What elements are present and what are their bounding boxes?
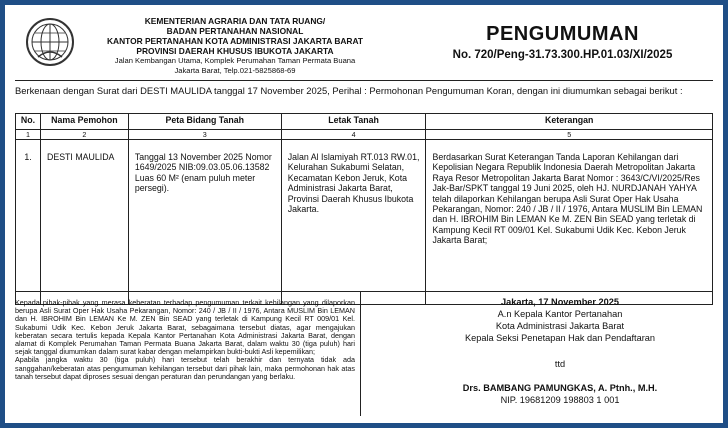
announcement-document <box>5 5 723 423</box>
sign-line-1: A.n Kepala Kantor Pertanahan <box>497 309 623 319</box>
col-number-5: 5 <box>426 130 713 140</box>
agency-line-2: BADAN PERTANAHAN NASIONAL <box>166 26 304 36</box>
table-row <box>16 140 713 305</box>
land-table <box>15 113 713 305</box>
footer-column-divider <box>360 291 361 416</box>
col-number-1: 1 <box>16 130 41 140</box>
header-no: No. <box>16 114 41 130</box>
header-divider <box>15 80 713 81</box>
cell-letak: Jalan Al Islamiyah RT.013 RW.01, Kelurahan Sukabumi Selatan, Kecamatan Kebon Jeruk, Kota Administrasi Jakarta Barat, Provinsi Daerah Khusus Ibukota Jakarta. <box>281 140 426 305</box>
col-number-2: 2 <box>40 130 128 140</box>
col-number-3: 3 <box>128 130 281 140</box>
agency-header <box>85 16 385 76</box>
agency-line-3: KANTOR PERTANAHAN KOTA ADMINISTRASI JAKARTA BARAT <box>106 36 364 46</box>
header-letak-tanah: Letak Tanah <box>281 114 426 130</box>
sign-city-date: Jakarta, 17 November 2025 <box>501 297 619 307</box>
agency-address-1: Jalan Kembangan Utama, Komplek Perumahan Taman Permata Buana <box>114 56 356 65</box>
table-header-row <box>16 114 713 130</box>
announcement-title <box>420 23 705 61</box>
header-peta-bidang-tanah: Peta Bidang Tanah <box>128 114 281 130</box>
signatory-nip: NIP. 19681209 198803 1 001 <box>500 395 620 405</box>
cell-no: 1. <box>16 140 41 305</box>
agency-line-1: KEMENTERIAN AGRARIA DAN TATA RUANG/ <box>144 16 326 26</box>
bpn-emblem-icon <box>25 17 75 67</box>
column-number-row <box>16 130 713 140</box>
agency-line-4: PROVINSI DAERAH KHUSUS IBUKOTA JAKARTA <box>136 46 334 56</box>
header-keterangan: Keterangan <box>426 114 713 130</box>
footer-divider <box>15 291 713 292</box>
sign-line-2: Kota Administrasi Jakarta Barat <box>495 321 625 331</box>
intro-text: Berkenaan dengan Surat dari DESTI MAULIDA tanggal 17 November 2025, Perihal : Permohonan Pengumuman Koran, dengan ini diumumkan sebagai berikut : <box>15 85 683 96</box>
objection-note <box>15 299 355 381</box>
note-paragraph-2: Apabila jangka waktu 30 (tiga puluh) hari tersebut telah berakhir dan ternyata tidak ada sanggahan/keberatan atas pengumuman kehilangan tersebut dari pihak lain, maka permohonan hak atas tanah tersebut dapat diproses sesuai dengan peraturan dan perundangan yang berlaku. <box>15 355 355 381</box>
cell-nama: DESTI MAULIDA <box>40 140 128 305</box>
sign-ttd: ttd <box>554 359 566 369</box>
header-nama-pemohon: Nama Pemohon <box>40 114 128 130</box>
signatory-name: Drs. BAMBANG PAMUNGKAS, A. Ptnh., M.H. <box>462 383 658 393</box>
col-number-4: 4 <box>281 130 426 140</box>
announcement-number: No. 720/Peng-31.73.300.HP.01.03/XI/2025 <box>452 49 673 61</box>
cell-keterangan: Berdasarkan Surat Keterangan Tanda Laporan Kehilangan dari Kepolisian Negara Republik Indonesia Daerah Metropolitan Jakarta Raya Resor Metropolitan Jakarta Barat Nomor : 3643/C/VI/2025/Res Jak-Bar/SPKT tanggal 19 Juni 2025, oleh HJ. NURDJANAH YAHYA telah dilaporkan Kehilangan berupa Asli Surat Oper Hak Usaha Pekarangan, Nomor: 240 / JB / II / 1976, Antara MUSLIM Bin LEMAN dan H. IBROHIM Bin LEMAN Ke M. ZEN Bin SEAD yang terletak di Kampung Kecil RT 009/01 Kel. Sukabumi Udik Kec. Kebon Jeruk Jakarta Barat; <box>426 140 713 305</box>
agency-address-2: Jakarta Barat, Telp.021-5825868-69 <box>174 66 296 75</box>
cell-peta: Tanggal 13 November 2025 Nomor 1649/2025 NIB:09.03.05.06.13582 Luas 60 M² (enam puluh meter persegi). <box>128 140 281 305</box>
signature-block <box>415 296 705 406</box>
sign-line-3: Kepala Seksi Penetapan Hak dan Pendaftaran <box>464 333 655 343</box>
note-paragraph-1: Kepada pihak-pihak yang merasa keberatan terhadap pengumuman terkait kehilangan yang dilaporkan berupa Asli Surat Oper Hak Usaha Pekarangan, Nomor: 240 / JB / II / 1976, Antara MUSLIM Bin LEMAN dan H. IBROHIM Bin LEMAN Ke M. ZEN Bin SEAD yang terletak di Kampung Kecil RT 009/01 Kel. Sukabumi Udik Kec. Kebon Jeruk Jakarta Barat, sebagaimana tersebut diatas, agar mengajukan keberatan secara tertulis kepada Kepala Kantor Pertanahan Kota Administrasi Jakarta Barat, dengan alamat di Komplek Perumahan Taman Permata Buana Jakarta Barat, dalam waktu 30 (tiga puluh) hari sejak tanggal diumumkan dalam surat kabar dengan melampirkan bukti-bukti Asli kepemilikan; <box>15 298 355 357</box>
title-heading: PENGUMUMAN <box>486 23 639 45</box>
